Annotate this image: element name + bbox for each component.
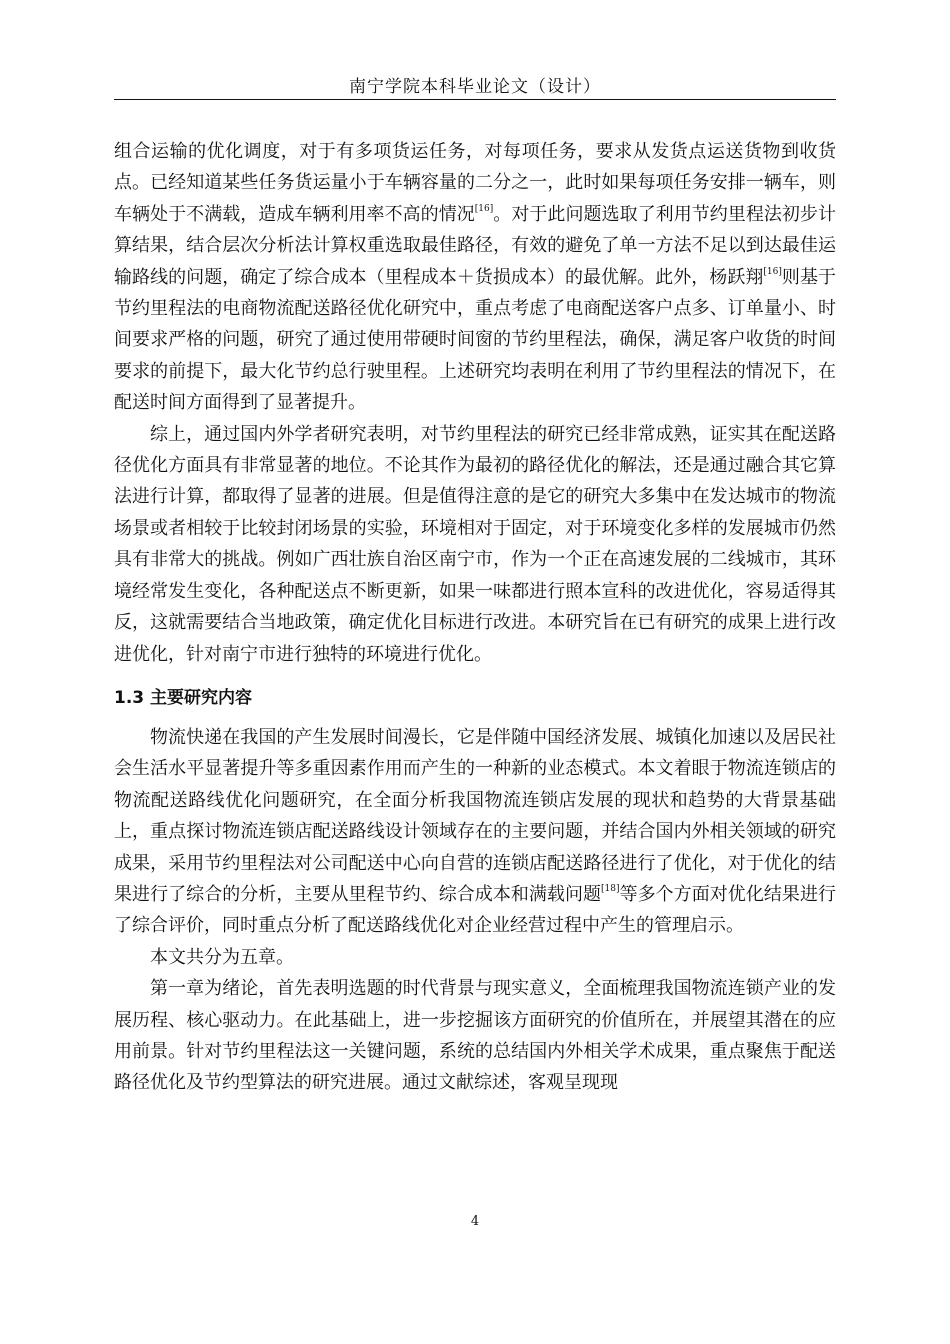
paragraph-text: 等多个方面对优化结果进行了综合评价，同时重点分析了配送路线优化对企业经营过程中产生的管理启示。 <box>114 883 836 937</box>
citation-ref[interactable]: [16] <box>474 203 494 214</box>
citation-ref[interactable]: [18] <box>601 883 620 894</box>
page-number: 4 <box>470 1214 480 1229</box>
paragraph-summary: 综上，通过国内外学者研究表明，对节约里程法的研究已经非常成熟，证实其在配送路径优化方面具有非常显著的地位。不论其作为最初的路径优化的解法，还是通过融合其它算法进行计算，都取得了显著的进展。但是值得注意的是它的研究大多集中在发达城市的物流场景或者相较于比较封闭场景的实验，环境相对于固定，对于环境变化多样的发展城市仍然具有非常大的挑战。例如广西壮族自治区南宁市，作为一个正在高速发展的二线城市，其环境经常发生变化，各种配送点不断更新，如果一味都进行照本宣科的改进优化，容易适得其反，这就需要结合当地政策，确定优化目标进行改进。本研究旨在已有研究的成果上进行改进优化，针对南宁市进行独特的环境进行优化。 <box>114 423 836 665</box>
body-text <box>114 136 836 1099</box>
page-header-title: 南宁学院本科毕业论文（设计） <box>349 77 601 97</box>
paragraph-text: 则基于节约里程法的电商物流配送路径优化研究中，重点考虑了电商配送客户点多、订单量小、时间要求严格的问题，研究了通过使用带硬时间窗的节约里程法，确保，满足客户收货的时间要求的前提下，最大化节约总行驶里程。上述研究均表明在利用了节约里程法的情况下，在配送时间方面得到了显著提升。 <box>114 266 837 414</box>
paragraph-continuation <box>114 136 836 419</box>
header-divider <box>114 99 836 100</box>
paragraph-text: 物流快递在我国的产生发展时间漫长，它是伴随中国经济发展、城镇化加速以及居民社会生活水平显著提升等多重因素作用而产生的一种新的业态模式。本文着眼于物流连锁店的物流配送路线优化问题研究，在全面分析我国物流连锁店发展的现状和趋势的大背景基础上，重点探讨物流连锁店配送路线设计领域存在的主要问题，并结合国内外相关领域的研究成果，采用节约里程法对公司配送中心向自营的连锁店配送路径进行了优化，对于优化的结果进行了综合的分析，主要从里程节约、综合成本和满载问题 <box>114 726 836 905</box>
paragraph-text: 组合运输的优化调度，对于有多项货运任务，对每项任务，要求从发货点运送货物到收货点。已经知道某些任务货运量小于车辆容量的二分之一，此时如果每项任务安排一辆车，则车辆处于不满载，造成车辆利用率不高的情况 <box>114 141 836 225</box>
paragraph-text: 。对于此问题选取了利用节约里程法初步计算结果，结合层次分析法计算权重选取最佳路径，有效的避免了单一方法不足以到达最佳运输路线的问题，确定了综合成本（里程成本＋货损成本）的最优解。此外，杨跃翔 <box>114 203 837 288</box>
citation-ref[interactable]: [16] <box>763 266 782 277</box>
section-heading: 1.3 主要研究内容 <box>114 687 253 708</box>
paragraph-chapter-one: 第一章为绪论，首先表明选题的时代背景与现实意义，全面梳理我国物流连锁产业的发展历程、核心驱动力。在此基础上，进一步挖掘该方面研究的价值所在，并展望其潜在的应用前景。针对节约里程法这一关键问题，系统的总结国内外相关学术成果，重点聚焦于配送路径优化及节约型算法的研究进展。通过文献综述，客观呈现现 <box>114 978 836 1094</box>
paragraph-main-content <box>114 722 836 942</box>
paragraph-chapter-count: 本文共分为五章。 <box>150 946 294 968</box>
